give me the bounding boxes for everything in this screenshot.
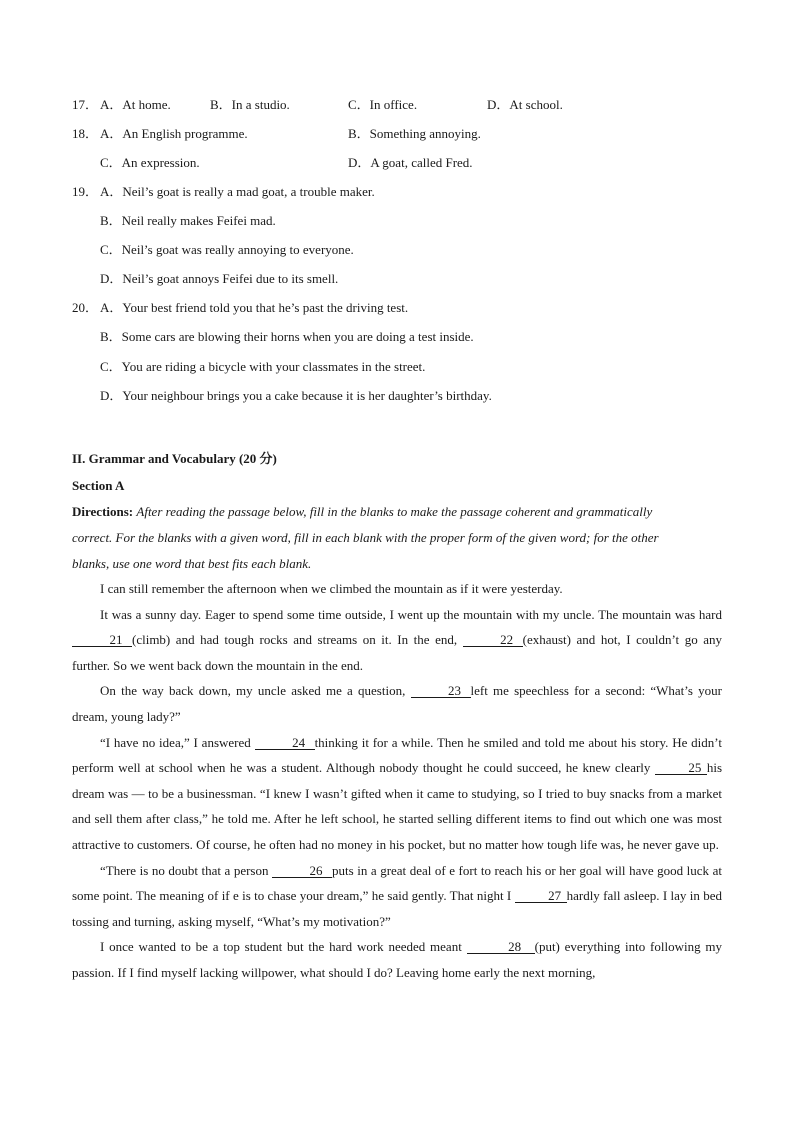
option-c: C．Neil’s goat was really annoying to everyone. — [100, 242, 354, 257]
passage — [72, 576, 722, 986]
question-number: 19． — [72, 184, 99, 199]
exam-page — [72, 0, 722, 1123]
directions-line-3: blanks, use one word that best fits each blank. — [72, 556, 312, 571]
paragraph-3: On the way back down, my uncle asked me a question, 23 left me speechless for a second: “What’s your dream, young lady?” — [72, 683, 722, 724]
question-18 — [72, 126, 100, 142]
option-a: A．Neil’s goat is really a mad goat, a trouble maker. — [100, 184, 375, 199]
paragraph-4: “I have no idea,” I answered 24 thinking it for a while. Then he smiled and told me about his story. He didn’t perform well at school when he was a student. Although nobody thought he could succeed, he knew clearly 25 his dream was — to be a businessman. “I knew I wasn’t gifted when it came to studying, so I tried to buy snacks from a market and sell them after class,” he told me. After he left school, he started selling different items to find out which one was most attractive to customers. Of course, he often had no money in his pocket, but no matter how tough life was, he never gave up. — [72, 734, 722, 852]
question-number: 17． — [72, 97, 99, 112]
paragraph-5: “There is no doubt that a person 26 puts in a great deal of e fort to reach his or her goal will have good luck at some point. The meaning of if e is to chase your dream,” he said gently. That night I 27 hardly fall asleep. I lay in bed tossing and turning, asking myself, “What’s my motivation?” — [72, 862, 723, 929]
blank-27[interactable]: 27 — [515, 889, 567, 903]
question-20 — [72, 300, 100, 316]
question-number: 20． — [72, 300, 99, 315]
blank-22[interactable]: 22 — [463, 633, 523, 647]
option-d: D．At school. — [487, 97, 563, 112]
paragraph-1: I can still remember the afternoon when we climbed the mountain as if it were yesterday. — [100, 581, 563, 596]
question-19 — [72, 184, 100, 200]
option-b: B．Neil really makes Feifei mad. — [100, 213, 276, 228]
option-b: B．In a studio. — [210, 97, 290, 112]
option-d: D．Neil’s goat annoys Feifei due to its smell. — [100, 271, 339, 286]
option-d: D．Your neighbour brings you a cake because it is her daughter’s birthday. — [100, 388, 492, 403]
section-subtitle: Section A — [72, 478, 125, 493]
blank-21[interactable]: 21 — [72, 633, 132, 647]
option-d: D．A goat, called Fred. — [348, 155, 473, 170]
directions-text: After reading the passage below, fill in the blanks to make the passage coherent and grammatically — [136, 504, 653, 519]
blank-28[interactable]: 28 — [467, 940, 535, 954]
option-b: B．Some cars are blowing their horns when you are doing a test inside. — [100, 329, 474, 344]
section-title: II. Grammar and Vocabulary (20 分) — [72, 451, 277, 466]
option-a: A．An English programme. — [100, 126, 248, 141]
option-a: A．At home. — [100, 97, 171, 112]
blank-24[interactable]: 24 — [255, 736, 315, 750]
question-17 — [72, 97, 100, 113]
directions-line-2: correct. For the blanks with a given word, fill in each blank with the proper form of the given word; for the other — [72, 530, 659, 545]
option-b: B．Something annoying. — [348, 126, 481, 141]
blank-25[interactable]: 25 — [655, 761, 707, 775]
blank-23[interactable]: 23 — [411, 684, 471, 698]
question-number: 18． — [72, 126, 99, 141]
paragraph-6: I once wanted to be a top student but the hard work needed meant 28 (put) everything into following my passion. If I find myself lacking willpower, what should I do? Leaving home early the next morning, — [72, 939, 722, 980]
option-c: C．An expression. — [100, 155, 200, 170]
paragraph-2: It was a sunny day. Eager to spend some time outside, I went up the mountain with my uncle. The mountain was hard 21 (climb) and had tough rocks and streams on it. In the end, 22 (exhaust) and hot, I couldn’t go any further. So we went back down the mountain in the end. — [72, 606, 722, 673]
option-c: C．In office. — [348, 97, 418, 112]
directions-line-1 — [72, 504, 652, 520]
option-c: C．You are riding a bicycle with your classmates in the street. — [100, 359, 426, 374]
option-a: A．Your best friend told you that he’s past the driving test. — [100, 300, 409, 315]
directions-label: Directions: — [72, 504, 134, 519]
blank-26[interactable]: 26 — [272, 864, 332, 878]
